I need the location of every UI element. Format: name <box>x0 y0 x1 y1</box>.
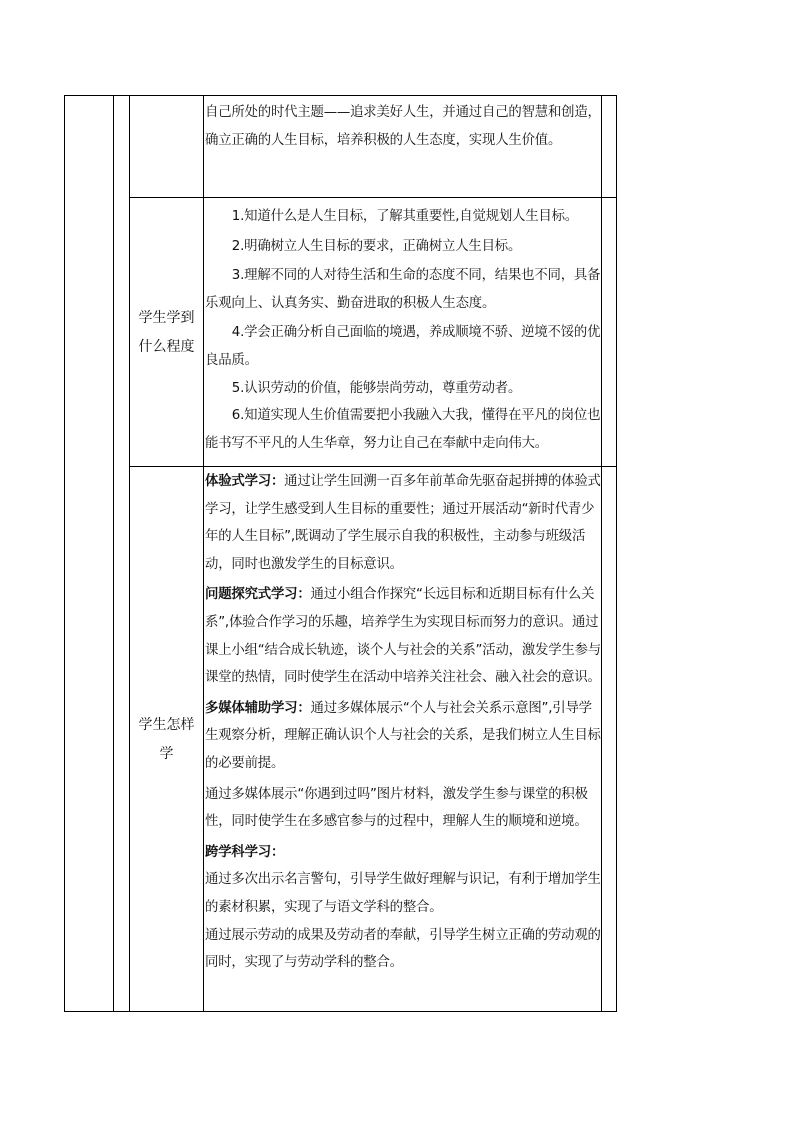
multimedia-title: 多媒体辅助学习： <box>205 700 311 716</box>
goal-item: 4.学会正确分析自己面临的境遇，养成顺境不骄、逆境不馁的优良品质。 <box>205 325 601 368</box>
lesson-table <box>64 95 617 1012</box>
goals-label-line2: 什么程度 <box>138 338 195 355</box>
column-divider <box>113 96 114 1011</box>
goal-item: 1.知道什么是人生目标，了解其重要性,自觉规划人生目标。 <box>231 209 578 224</box>
cross-subject-title: 跨学科学习： <box>205 844 285 860</box>
methods-cell <box>205 468 601 977</box>
multimedia-paragraph-2: 通过多媒体展示“你遇到过吗”图片材料，激发学生参与课堂的积极性，同时使学生在多感官参与的过程中，理解人生的顺境和逆境。 <box>205 786 588 830</box>
inquiry-title: 问题探究式学习： <box>205 587 311 603</box>
multimedia-paragraph <box>205 695 601 778</box>
goal-item: 3.理解不同的人对待生活和生命的态度不同，结果也不同，具备乐观向上、认真务实、勤奋进取的积极人生态度。 <box>205 268 601 311</box>
methods-label <box>130 467 203 1013</box>
inquiry-paragraph <box>205 581 601 691</box>
experiential-title: 体验式学习： <box>205 474 285 489</box>
multimedia-text: 通过多媒体展示“个人与社会关系示意图”,引导学生观察分析，理解正确认识个人与社会的关系，是我们树立人生目标的必要前提。 <box>205 700 601 771</box>
goals-label <box>130 198 203 467</box>
goals-label-line1: 学生学到 <box>138 309 195 326</box>
goal-item: 2.明确树立人生目标的要求，正确树立人生目标。 <box>231 238 522 254</box>
goals-cell <box>205 203 601 457</box>
goal-item: 6.知道实现人生价值需要把小我融入大我，懂得在平凡的岗位也能书写不平凡的人生华章，努力让自己在奉献中走向伟大。 <box>205 408 601 451</box>
inquiry-text: 通过小组合作探究“长远目标和近期目标有什么关系”,体验合作学习的乐趣，培养学生为实现目标而努力的意识。通过课上小组“结合成长轨迹，谈个人与社会的关系”活动，激发学生参与课堂的热情，同时使学生在活动中培养关注社会、融入社会的意识。 <box>205 587 602 686</box>
experiential-text: 通过让学生回溯一百多年前革命先驱奋起拼搏的体验式学习，让学生感受到人生目标的重要性；通过开展活动“新时代青少年的人生目标”,既调动了学生展示自我的积极性，主动参与班级活动，同时也激发学生的目标意识。 <box>205 474 601 572</box>
experiential-paragraph <box>205 468 601 578</box>
cross-subject-paragraph-1: 通过多次出示名言警句，引导学生做好理解与识记，有利于增加学生的素材积累，实现了与语文学科的整合。 <box>205 872 601 915</box>
methods-label-line1: 学生怎样 <box>138 717 195 733</box>
goal-item: 5.认识劳动的价值，能够崇尚劳动，尊重劳动者。 <box>231 380 522 396</box>
intro-cell <box>205 99 601 154</box>
intro-text: 自己所处的时代主题——追求美好人生，并通过自己的智慧和创造，确立正确的人生目标，培养积极的人生态度，实现人生价值。 <box>205 105 601 148</box>
cross-subject-paragraph-2: 通过展示劳动的成果及劳动者的奉献，引导学生树立正确的劳动观的同时，实现了与劳动学科的整合。 <box>205 927 601 971</box>
methods-label-line2: 学 <box>159 746 174 762</box>
